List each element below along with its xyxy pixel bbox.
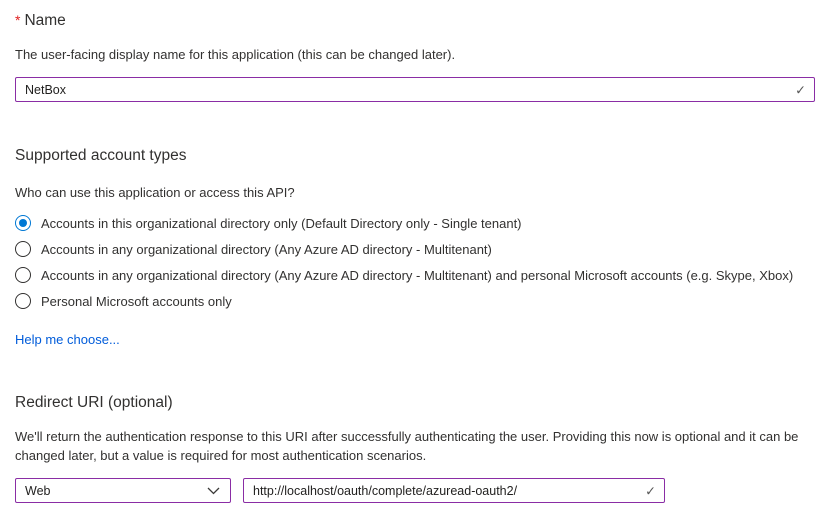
account-type-option-multitenant[interactable] <box>15 236 815 262</box>
name-input[interactable] <box>15 77 815 102</box>
redirect-uri-description: We'll return the authentication response to this URI after successfully authenticating the user. Providing this now is optional and it can be changed later, but a value is required for most authentication scenarios. <box>15 429 799 463</box>
platform-select[interactable] <box>15 478 231 503</box>
account-types-question: Who can use this application or access this API? <box>15 185 295 200</box>
name-section-title <box>15 9 815 32</box>
account-type-label: Accounts in any organizational directory (Any Azure AD directory - Multitenant) <box>41 241 492 257</box>
account-types-title: Supported account types <box>15 147 187 164</box>
required-asterisk: * <box>15 12 21 28</box>
name-description: The user-facing display name for this application (this can be changed later). <box>15 47 456 62</box>
chevron-down-icon <box>207 487 220 495</box>
radio-icon <box>15 215 31 231</box>
name-title-text: Name <box>24 12 66 29</box>
account-type-label: Personal Microsoft accounts only <box>41 293 232 309</box>
valid-check-icon: ✓ <box>645 483 656 498</box>
name-input-wrap <box>15 77 815 102</box>
redirect-uri-controls <box>15 478 815 503</box>
account-type-label: Accounts in this organizational directory only (Default Directory only - Single tenant) <box>41 215 522 231</box>
valid-check-icon: ✓ <box>795 82 806 97</box>
help-me-choose-link[interactable]: Help me choose... <box>15 332 120 347</box>
radio-icon <box>15 293 31 309</box>
account-type-option-single-tenant[interactable] <box>15 210 815 236</box>
account-types-radio-group <box>15 210 815 314</box>
account-types-section <box>15 145 815 349</box>
name-section <box>15 9 815 102</box>
redirect-uri-section <box>15 392 815 503</box>
account-type-option-personal-only[interactable] <box>15 288 815 314</box>
account-type-label: Accounts in any organizational directory (Any Azure AD directory - Multitenant) and personal Microsoft accounts (e.g. Skype, Xbox) <box>41 267 794 283</box>
redirect-uri-title: Redirect URI (optional) <box>15 394 173 411</box>
uri-input-wrap <box>243 478 665 503</box>
account-type-option-multitenant-personal[interactable] <box>15 262 815 288</box>
radio-icon <box>15 267 31 283</box>
redirect-uri-input[interactable] <box>243 478 665 503</box>
platform-select-value: Web <box>25 483 51 498</box>
radio-icon <box>15 241 31 257</box>
